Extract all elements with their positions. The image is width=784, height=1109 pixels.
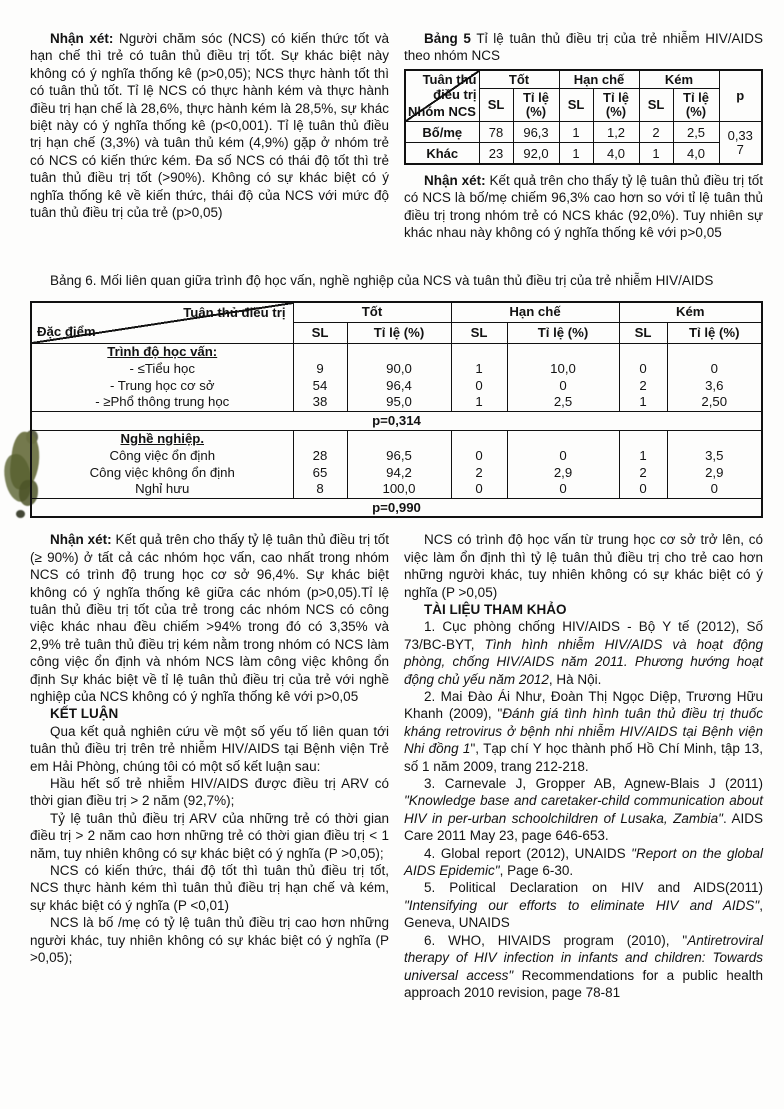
- table-cell: [667, 343, 762, 360]
- table-cell: 1: [559, 143, 593, 164]
- column-group-poor: Kém: [639, 70, 719, 89]
- table-cell: 1: [619, 447, 667, 464]
- note-label: Nhận xét:: [424, 172, 486, 188]
- row-label: - ≥Phổ thông trung học: [31, 394, 293, 411]
- page-content: [30, 30, 763, 1001]
- table-cell: 0: [451, 447, 507, 464]
- table6-corner-top: Tuân thủ điều trị: [183, 304, 286, 320]
- text-segment: Tình hình nhiễm HIV/AIDS và hoạt động phòng, chống HIV/AIDS năm 2011. Phương hướng hoạt động chủ yếu năm 2012: [404, 636, 764, 687]
- table-row: [31, 394, 762, 411]
- conclusion-paragraph: Qua kết quả nghiên cứu về một số yếu tố liên quan tới tuân thủ điều trị trên trẻ nhiễm HIV/AIDS tại Bệnh viện Trẻ em Hải Phòng, chúng tôi có một số kết luận sau:: [30, 723, 389, 774]
- table-row: [405, 143, 762, 164]
- table-cell: 0: [667, 481, 762, 498]
- table-cell: 2,50: [667, 394, 762, 411]
- column-header-sl: SL: [479, 89, 513, 122]
- table-cell: [451, 343, 507, 360]
- text-segment: 1. Cục phòng chống HIV/AIDS - Bộ Y tế (2012), Số 73/BC-BYT,: [404, 619, 763, 652]
- section-title-cell: [31, 343, 293, 360]
- text-segment: Đánh giá tình hình tuân thủ điều trị thuốc kháng retrovirus ở bệnh nhi nhiễm HIV/AIDS tại Bệnh viện Nhi đồng 1: [404, 706, 763, 757]
- table-cell: 94,2: [347, 464, 451, 481]
- reference-item: [404, 879, 763, 931]
- references-heading: TÀI LIỆU THAM KHẢO: [424, 601, 567, 617]
- column-header-sl: SL: [451, 323, 507, 344]
- table5-note-paragraph: [404, 172, 763, 242]
- table5-caption-lead: Bảng 5: [424, 31, 471, 46]
- row-label: - Trung học cơ sở: [31, 377, 293, 394]
- table6-note-paragraph: [30, 531, 389, 705]
- table-cell: [347, 430, 451, 447]
- section-title: Trình độ học vấn:: [107, 343, 218, 359]
- column-header-rate: Tỉ lệ (%): [673, 89, 719, 122]
- p-value-line: 7: [736, 141, 744, 157]
- table-cell: 0: [507, 377, 619, 394]
- table-cell: 23: [479, 143, 513, 164]
- column-header-sl: SL: [639, 89, 673, 122]
- column-header-rate: Tỉ lệ (%): [507, 323, 619, 344]
- p-value-row: [31, 498, 762, 517]
- row-label: Công việc ổn định: [31, 447, 293, 464]
- table-cell: [451, 430, 507, 447]
- table-cell: 8: [293, 481, 347, 498]
- top-right-column: [404, 30, 763, 241]
- conclusion-paragraph: Tỷ lệ tuân thủ điều trị ARV của những trẻ có thời gian điều trị > 2 năm cao hơn những trẻ có thời gian điều trị < 1 năm, tuy nhiên không có sự khác biệt có ý nghĩa (P >0,05);: [30, 810, 389, 861]
- table5-corner-top: Tuân thủ điều trị: [422, 72, 477, 103]
- table-row: [31, 377, 762, 394]
- text-segment: 2. Mai Đào Ái Như, Đoàn Thị Ngọc Diệp, Trương Hữu Khanh (2009), ": [404, 689, 763, 722]
- table-cell: 96,4: [347, 377, 451, 394]
- text-segment: , Hà Nội.: [548, 671, 602, 687]
- section-title-cell: [31, 430, 293, 447]
- row-label: Nghỉ hưu: [31, 481, 293, 498]
- text-segment: , Page 6-30.: [499, 863, 574, 879]
- table-cell: 0: [619, 360, 667, 377]
- note-text: Người chăm sóc (NCS) có kiến thức tốt và hạn chế thì trẻ có tuân thủ điều trị tốt. Sự khác biệt này không có ý nghĩa thống kê (p>0,05); NCS thực hành tốt thì có tuân thủ tốt. Tỉ lệ NCS có thực hành kém và thực hành điều trị hạn chế là 28,6%, thực hành kém là 28,5%, sự khác biệt này có ý nghĩa thống kê (p<0,001). Tỉ lệ tuân thủ điều trị hạn chế (3,3%) và tuân thủ kém (4,9%) gặp ở nhóm trẻ có NCS có kiến thức kém. Đa số NCS có thái độ tốt thì trẻ tuân thủ điều trị tốt (>90%). Không có sự khác biệt có ý nghĩa thống kê về kiến thức, thái độ của NCS với mức độ tuân thủ điều trị của trẻ (p>0,05): [30, 31, 389, 221]
- text-segment: 5. Political Declaration on HIV and AIDS(2011): [424, 880, 763, 896]
- observation-paragraph-knowledge: [30, 30, 389, 221]
- table-cell: [619, 430, 667, 447]
- column-header-sl: SL: [293, 323, 347, 344]
- p-value-line: 0,33: [727, 127, 753, 143]
- reference-item: [404, 688, 763, 775]
- text-segment: 6. WHO, HIVAIDS program (2010), ": [424, 932, 688, 948]
- table-cell: 4,0: [593, 143, 639, 164]
- table-cell: 0: [507, 447, 619, 464]
- table5-adherence-by-caregiver-group: [404, 69, 763, 165]
- bottom-right-column: [404, 531, 763, 1001]
- reference-item: [404, 775, 763, 845]
- conclusion-paragraph: NCS có kiến thức, thái độ tốt thì tuân thủ điều trị tốt, NCS thực hành kém thì tuân thủ điều trị hạn chế và kém, sự khác biệt có ý nghĩa (P <0,01): [30, 863, 389, 913]
- table-cell: [507, 430, 619, 447]
- text-segment: . AIDS Care 2011 May 23, page 646-653.: [404, 810, 764, 844]
- table-cell: 4,0: [673, 143, 719, 164]
- text-segment: "Intensifying our efforts to eliminate HIV and AIDS": [404, 897, 760, 913]
- table-cell: 10,0: [507, 360, 619, 377]
- text-segment: ", Tạp chí Y học thành phố Hồ Chí Minh, tập 13, số 1 năm 2009, trang 212-218.: [404, 741, 763, 774]
- row-label: Công việc không ổn định: [31, 464, 293, 481]
- bottom-left-column: [30, 531, 389, 1001]
- note-label: Nhận xét:: [50, 31, 114, 46]
- table5-corner-cell: [405, 70, 479, 122]
- table-cell: 38: [293, 394, 347, 411]
- table-cell: 96,3: [513, 122, 559, 143]
- p-value-row: [31, 411, 762, 430]
- table-cell: 9: [293, 360, 347, 377]
- table-cell: [667, 430, 762, 447]
- table-cell: 0: [619, 481, 667, 498]
- column-header-rate: Tỉ lệ (%): [347, 323, 451, 344]
- table-cell: 78: [479, 122, 513, 143]
- note-label: Nhận xét:: [50, 532, 112, 548]
- table-cell: 0: [451, 377, 507, 394]
- table5-corner-bottom: Nhóm NCS: [408, 103, 476, 119]
- row-label: Bố/mẹ: [405, 122, 479, 143]
- text-segment: , Geneva, UNAIDS: [404, 897, 763, 931]
- table-cell: 1: [619, 394, 667, 411]
- table-cell: 28: [293, 447, 347, 464]
- p-value-cell: p=0,314: [31, 411, 762, 430]
- table-cell: 1: [639, 143, 673, 164]
- table-cell: 65: [293, 464, 347, 481]
- row-label: Khác: [405, 143, 479, 164]
- table-cell: 2: [639, 122, 673, 143]
- table-cell: 0: [507, 481, 619, 498]
- table-cell: 2: [619, 464, 667, 481]
- table-row: [31, 360, 762, 377]
- column-header-rate: Tỉ lệ (%): [593, 89, 639, 122]
- row-label: - ≤Tiểu học: [31, 360, 293, 377]
- reference-item: [404, 845, 763, 880]
- column-group-poor: Kém: [619, 302, 762, 323]
- column-header-sl: SL: [619, 323, 667, 344]
- reference-item: [404, 932, 763, 1002]
- table-cell: 1: [451, 360, 507, 377]
- p-value-cell: [719, 122, 762, 164]
- table-cell: 92,0: [513, 143, 559, 164]
- table-cell: 96,5: [347, 447, 451, 464]
- table-cell: 0: [451, 481, 507, 498]
- right-column-paragraph: NCS có trình độ học vấn từ trung học cơ sở trở lên, có việc làm ổn định thì tỷ lệ tuân thủ điều trị cho trẻ cao hơn những người khác, tuy nhiên không có sự khác biệt có ý nghĩa (P >0,05): [404, 532, 763, 600]
- table-cell: [619, 343, 667, 360]
- top-left-column: [30, 30, 389, 241]
- table-cell: [507, 343, 619, 360]
- column-group-limited: Hạn chế: [451, 302, 619, 323]
- p-value-cell: p=0,990: [31, 498, 762, 517]
- table-row: [31, 447, 762, 464]
- table-row: [405, 122, 762, 143]
- note-text: Kết quả trên cho thấy tỷ lệ tuân thủ điều trị tốt có NCS là bố/mẹ chiếm 96,3% cao hơn so với tỉ lệ tuân thủ điều trị trong nhóm trẻ có NCS khác (92,0%). Tuy nhiên sự khác nhau này không có ý nghĩa thống kê với p>0,05: [404, 172, 763, 241]
- table5-caption-text: Tỉ lệ tuân thủ điều trị của trẻ nhiễm HIV/AIDS theo nhóm NCS: [404, 31, 763, 64]
- table-cell: 100,0: [347, 481, 451, 498]
- table-cell: 2,9: [507, 464, 619, 481]
- text-segment: "Report on the global AIDS Epidemic": [404, 845, 763, 879]
- table-cell: [347, 343, 451, 360]
- conclusion-paragraph: NCS là bố /mẹ có tỷ lệ tuân thủ điều trị cao hơn những người khác, tuy nhiên không có sự khác biệt có ý nghĩa (P >0,05);: [30, 915, 389, 966]
- column-group-good: Tốt: [293, 302, 451, 323]
- references-list: [404, 618, 763, 1001]
- table-cell: 54: [293, 377, 347, 394]
- table-cell: 2: [619, 377, 667, 394]
- table-cell: 1: [559, 122, 593, 143]
- conclusion-heading: KẾT LUẬN: [50, 706, 119, 722]
- table6-adherence-by-education-occupation: [30, 301, 763, 519]
- table-cell: [293, 430, 347, 447]
- text-segment: "Knowledge base and caretaker-child communication about HIV in per-urban schoolchildren of Lusaka, Zambia": [404, 793, 763, 826]
- text-segment: Antiretroviral therapy of HIV infection in infants and children: Towards universal access": [404, 932, 763, 983]
- section-title: Nghề nghiệp.: [120, 430, 205, 446]
- column-group-good: Tốt: [479, 70, 559, 89]
- section-title-row: [31, 343, 762, 360]
- table-cell: 3,6: [667, 377, 762, 394]
- table-cell: 1: [451, 394, 507, 411]
- table-cell: 1,2: [593, 122, 639, 143]
- reference-item: [404, 618, 763, 688]
- column-header-rate: Tỉ lệ (%): [667, 323, 762, 344]
- table-cell: 2,5: [507, 394, 619, 411]
- table5-caption: [404, 30, 763, 65]
- section-title-row: [31, 430, 762, 447]
- table-cell: 2,5: [673, 122, 719, 143]
- table6-corner-bottom: Đặc điểm: [37, 324, 96, 340]
- bottom-columns: [30, 531, 763, 1001]
- conclusion-paragraph: Hầu hết số trẻ nhiễm HIV/AIDS được điều trị ARV có thời gian điều trị > 2 năm (92,7%);: [30, 776, 389, 809]
- table6-caption: Bảng 6. Mối liên quan giữa trình độ học vấn, nghề nghiệp của NCS và tuân thủ điều trị của trẻ nhiễm HIV/AIDS: [50, 273, 714, 289]
- table-cell: 90,0: [347, 360, 451, 377]
- table-row: [31, 481, 762, 498]
- column-header-p: p: [719, 70, 762, 122]
- column-header-rate: Tỉ lệ (%): [513, 89, 559, 122]
- table-cell: [293, 343, 347, 360]
- table-cell: 3,5: [667, 447, 762, 464]
- table6-corner-cell: [31, 302, 293, 344]
- table-cell: 95,0: [347, 394, 451, 411]
- text-segment: Recommendations for a public health approach 2010 revision, page 78-81: [404, 967, 763, 1000]
- top-columns: [30, 30, 763, 241]
- column-group-limited: Hạn chế: [559, 70, 639, 89]
- table-cell: 2,9: [667, 464, 762, 481]
- table-cell: 2: [451, 464, 507, 481]
- text-segment: 4. Global report (2012), UNAIDS: [424, 845, 632, 861]
- column-header-sl: SL: [559, 89, 593, 122]
- table-cell: 0: [667, 360, 762, 377]
- text-segment: 3. Carnevale J, Gropper AB, Agnew-Blais J (2011): [424, 776, 763, 792]
- note-text: Kết quả trên cho thấy tỷ lệ tuân thủ điều trị tốt (≥ 90%) ở tất cả các nhóm học vấn, cao nhất trong nhóm NCS có trình độ trung học cơ sở 96,4%. Sự khác biệt không có ý nghĩa thống kê giữa các nhóm (p>0,05).Tỉ lệ tuân thủ điều trị tốt của trẻ trong các nhóm NCS có công việc khác nhau đều chiếm >94% trong đó có 3,35% và 2,9% trẻ tuân thủ điều trị kém nằm trong nhóm có NCS làm công việc ổn định và nhóm NCS làm công việc không ổn định Sự khác biệt về tỉ lệ tuân thủ điều trị của trẻ với nghề nghiệp của NCS không có ý nghĩa thống kê với p>0,05: [30, 532, 389, 704]
- table-row: [31, 464, 762, 481]
